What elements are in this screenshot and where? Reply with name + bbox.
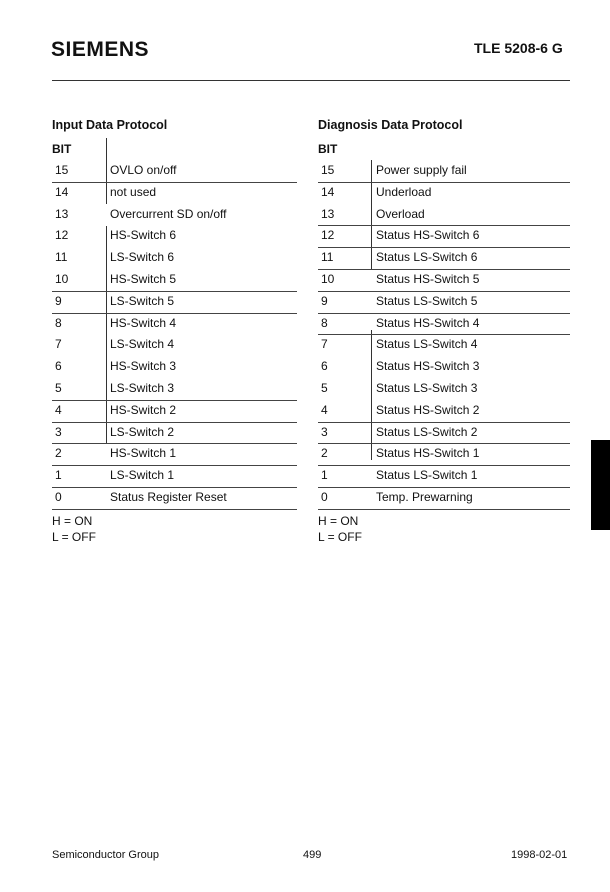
table-row [318,334,570,356]
bit-number: 12 [321,228,335,243]
bit-number: 7 [321,337,328,352]
bit-function: HS-Switch 4 [110,315,177,330]
table-row [52,400,297,422]
bit-number: 11 [321,250,334,265]
bit-number: 1 [55,468,62,483]
bit-function: Temp. Prewarning [376,489,473,504]
bit-function: LS-Switch 5 [110,293,175,308]
bit-function: Power supply fail [376,163,467,177]
footer-date: 1998-02-01 [511,849,568,861]
diagnosis-protocol-title: Diagnosis Data Protocol [318,118,463,132]
bit-function: Status HS-Switch 3 [376,359,480,374]
table-row [318,247,570,269]
bit-function: Status LS-Switch 4 [376,337,478,352]
bit-number: 2 [55,446,62,461]
bit-number: 11 [55,250,68,265]
bit-function: Overcurrent SD on/off [110,206,227,221]
table-row [318,400,570,422]
row-separator [318,509,570,510]
bit-number: 13 [321,206,335,221]
table-row [52,422,297,444]
bit-function: Status LS-Switch 2 [376,424,478,439]
table-row [52,291,297,313]
diagnosis-bit-header: BIT [318,142,338,156]
table-row [52,160,297,182]
bit-function: Status LS-Switch 5 [376,293,478,308]
siemens-logo: SIEMENS [51,38,150,61]
table-row [318,465,570,487]
table-row [52,487,297,509]
bit-function: Status LS-Switch 3 [376,380,478,395]
table-row [52,465,297,487]
table-row [52,247,297,269]
table-row [318,422,570,444]
bit-number: 3 [321,424,328,439]
input-data-protocol [52,116,297,545]
bit-function: Status HS-Switch 6 [376,228,480,243]
bit-function: Overload [376,206,425,221]
table-row [318,291,570,313]
table-row [52,269,297,291]
bit-number: 5 [55,380,62,395]
bit-number: 0 [55,489,62,504]
header-rule [52,80,570,81]
bit-function: Status HS-Switch 2 [376,402,480,417]
legend-on: H = ON [52,513,93,528]
bit-number: 6 [55,359,62,374]
table-row [318,487,570,509]
bit-function: not used [110,184,157,199]
bit-number: 4 [321,402,328,417]
bit-number: 9 [321,293,328,308]
edge-tab-marker [591,440,610,530]
bit-function: HS-Switch 6 [110,228,177,243]
bit-function: LS-Switch 6 [110,250,175,265]
bit-function: Status HS-Switch 1 [376,446,480,461]
diagnosis-protocol-table [318,160,570,510]
table-row [318,182,570,204]
bit-number: 0 [321,489,328,504]
bit-number: 3 [55,424,62,439]
table-row [52,378,297,400]
footer-page-number: 499 [303,849,322,861]
legend-off: L = OFF [52,529,96,544]
bit-function: HS-Switch 1 [110,446,177,461]
bit-number: 14 [55,184,69,199]
legend-off: L = OFF [318,529,362,544]
bit-number: 2 [321,446,328,461]
bit-number: 15 [55,163,69,177]
bit-function: HS-Switch 5 [110,271,177,286]
input-protocol-title: Input Data Protocol [52,118,168,132]
bit-function: LS-Switch 1 [110,468,175,483]
table-row [52,334,297,356]
bit-function: HS-Switch 3 [110,359,177,374]
bit-function: OVLO on/off [110,163,177,177]
input-bit-header: BIT [52,142,72,156]
bit-function: LS-Switch 3 [110,380,175,395]
bit-number: 5 [321,380,328,395]
bit-number: 8 [55,315,62,330]
bit-function: LS-Switch 4 [110,337,175,352]
table-row [52,313,297,335]
bit-number: 12 [55,228,69,243]
bit-number: 8 [321,315,328,330]
bit-function: HS-Switch 2 [110,402,177,417]
table-row [318,443,570,465]
bit-number: 6 [321,359,328,374]
table-row [52,443,297,465]
bit-number: 4 [55,402,62,417]
table-row [318,269,570,291]
bit-number: 1 [321,468,328,483]
table-row [318,160,570,182]
bit-number: 13 [55,206,69,221]
bit-number: 14 [321,184,335,199]
table-row [318,378,570,400]
table-row [318,356,570,378]
bit-function: Underload [376,184,432,199]
bit-number: 7 [55,337,62,352]
table-row [52,204,297,226]
table-row [318,204,570,226]
table-row [52,182,297,204]
bit-function: Status LS-Switch 6 [376,250,478,265]
table-row [318,225,570,247]
row-separator [52,509,297,510]
diagnosis-data-protocol [318,116,570,545]
legend-on: H = ON [318,513,359,528]
bit-function: Status Register Reset [110,489,227,504]
bit-function: Status LS-Switch 1 [376,468,478,483]
bit-function: Status HS-Switch 4 [376,315,480,330]
input-protocol-table [52,160,297,510]
bit-number: 15 [321,163,335,177]
table-row [318,313,570,335]
bit-number: 10 [55,271,69,286]
bit-number: 10 [321,271,335,286]
bit-function: Status HS-Switch 5 [376,271,480,286]
bit-function: LS-Switch 2 [110,424,175,439]
document-number: TLE 5208-6 G [474,40,563,56]
table-row [52,356,297,378]
footer-publisher: Semiconductor Group [52,849,159,861]
table-row [52,225,297,247]
bit-number: 9 [55,293,62,308]
